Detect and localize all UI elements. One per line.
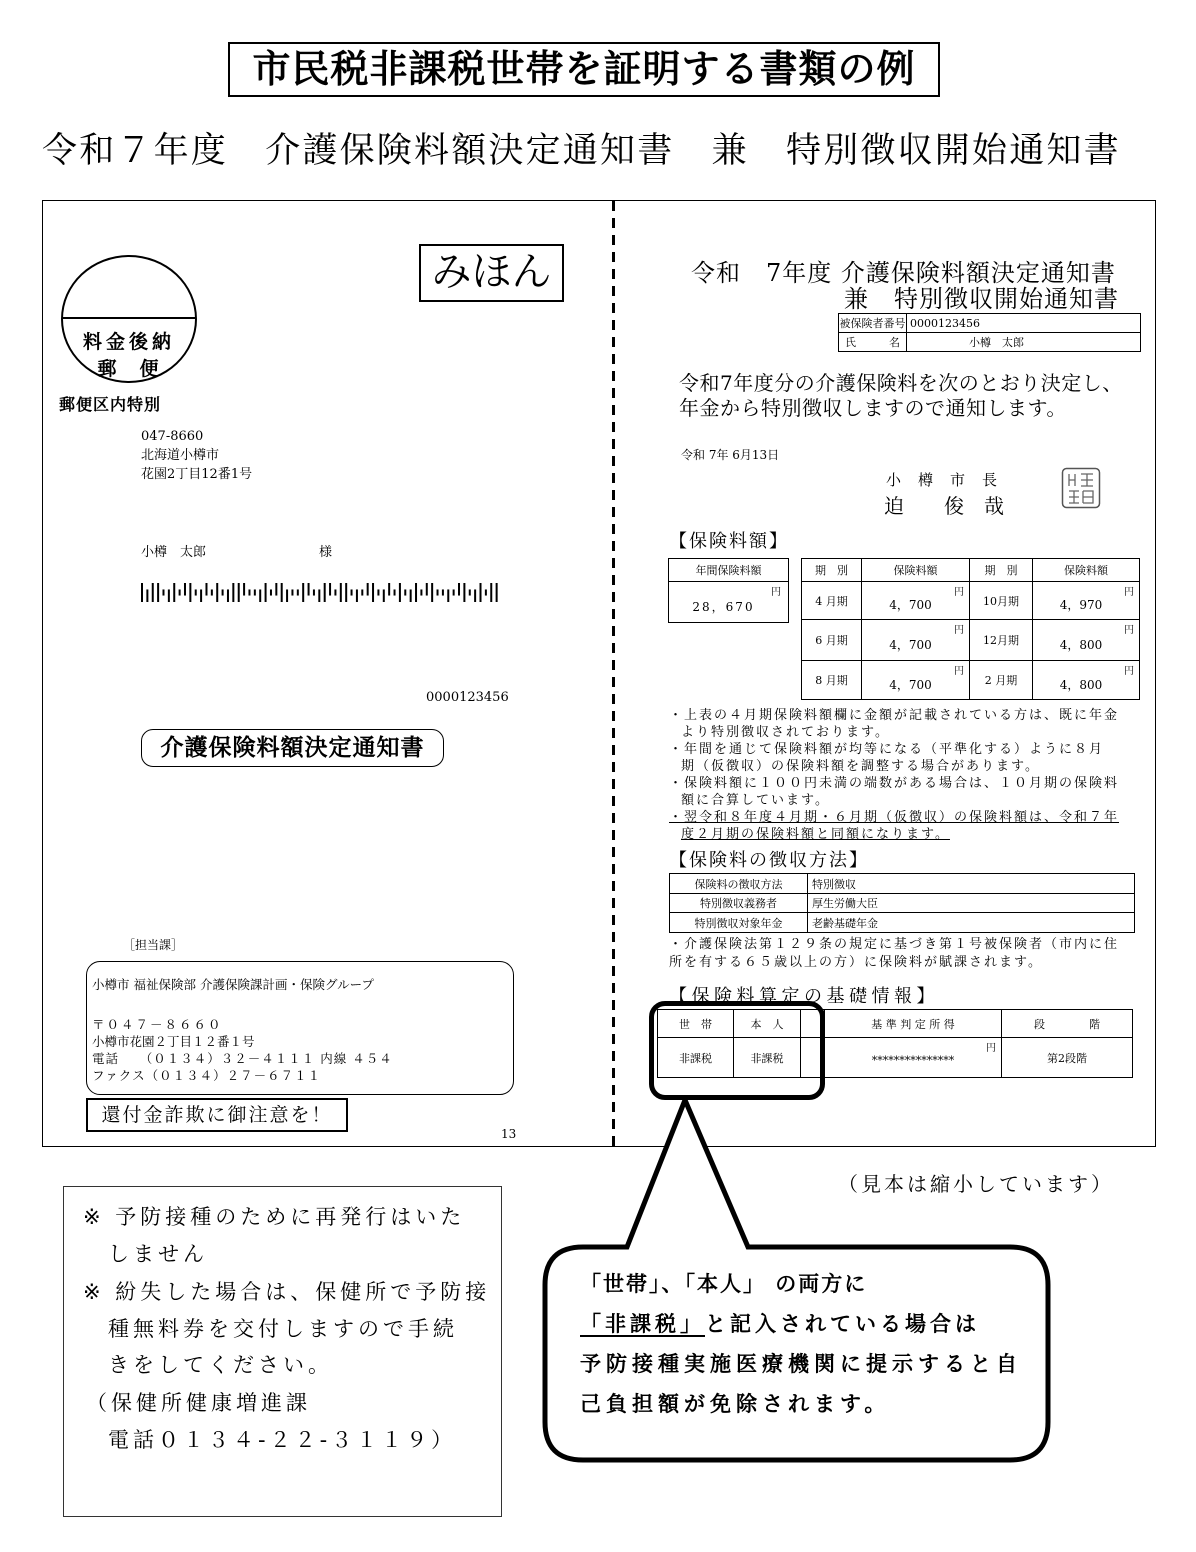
note-line: より特別徴収されております。 <box>681 725 890 740</box>
callout-line4: 己負担額が免除されます。 <box>580 1392 891 1416</box>
collection-method-table <box>669 873 1135 933</box>
premium-amount-cell <box>862 620 970 661</box>
contact-box <box>86 961 514 1095</box>
callout-emphasis: 「非課税」 <box>580 1312 705 1336</box>
barcode-bar <box>184 583 186 596</box>
barcode-bar <box>173 583 175 602</box>
fold-line <box>612 201 615 1146</box>
barcode-bar <box>404 589 406 595</box>
sample-document <box>42 200 1156 1147</box>
insured-table <box>838 313 1141 352</box>
note-line: 期（仮徴収）の保険料額を調整する場合があります。 <box>681 759 1040 774</box>
method-label: 特別徴収義務者 <box>670 894 808 913</box>
note-line: ・上表の４月期保険料額欄に金額が記載されている方は、既に年金 <box>669 708 1120 723</box>
barcode-bar <box>222 589 224 595</box>
yen-unit: 円 <box>954 666 964 677</box>
scale-note: （見本は縮小しています） <box>838 1172 1114 1196</box>
notice-intro <box>679 371 1123 421</box>
yen-unit: 円 <box>954 625 964 636</box>
intro-line: 年金から特別徴収しますので通知します。 <box>679 396 1067 420</box>
barcode-bar <box>415 583 417 602</box>
note-line-underlined <box>669 826 1139 843</box>
barcode-bar <box>372 583 374 602</box>
barcode-bar <box>248 589 250 595</box>
method-label: 特別徴収対象年金 <box>670 913 808 933</box>
contact-phone: 電話 （０１３４）３２－４１１１ 内線 ４５４ <box>92 1051 393 1066</box>
barcode-bar <box>200 589 202 602</box>
yen-unit: 円 <box>1124 666 1134 677</box>
premium-heading: 【保険料額】 <box>669 531 789 552</box>
postal-class: 郵便区内特別 <box>59 395 162 414</box>
postage-mark-bottom: 郵 便 <box>97 358 161 380</box>
premium-amount-cell <box>1033 582 1140 620</box>
contact-address: 小樽市花園２丁目１２番１号 <box>92 1034 255 1049</box>
postage-mark-top: 料金後納 <box>82 331 175 353</box>
barcode-bar <box>211 589 213 595</box>
postage-mark <box>61 255 197 383</box>
notice-line: きをしてください。 <box>108 1353 333 1377</box>
barcode-bar <box>216 583 218 602</box>
barcode-bar <box>340 583 342 602</box>
barcode-bar <box>275 583 277 596</box>
basis-heading: 【保険料算定の基礎情報】 <box>669 986 939 1007</box>
barcode-bar <box>361 589 363 595</box>
barcode-bar <box>308 583 310 596</box>
note-line: 所を有する６５歳以上の方）に保険料が賦課されます。 <box>669 955 1043 970</box>
premium-amount: 4，800 <box>1059 637 1103 652</box>
barcode-bar <box>453 589 455 595</box>
note-line: 額に合算しています。 <box>681 793 830 808</box>
amount-header: 保険料額 <box>1033 559 1140 582</box>
issuer-name: 迫 俊 哉 <box>884 494 1004 518</box>
barcode-bar <box>168 589 170 602</box>
barcode-bar <box>334 589 336 595</box>
barcode-bar <box>351 589 353 595</box>
premium-amount: 4，700 <box>889 677 932 692</box>
note-line-underlined <box>669 809 1139 826</box>
barcode-bar <box>485 589 487 595</box>
barcode-bar <box>324 583 326 602</box>
premium-amount-cell <box>1033 661 1140 700</box>
barcode-bar <box>189 583 191 602</box>
barcode-bar <box>259 589 261 602</box>
barcode-bar <box>420 589 422 595</box>
customer-barcode <box>141 583 501 602</box>
note-line: ・年間を通じて保険料額が均等になる（平準化する）ように８月 <box>669 742 1105 757</box>
premium-amount-cell <box>862 582 970 620</box>
barcode-bar <box>157 583 159 602</box>
premium-amount-cell <box>862 661 970 700</box>
notice-title-line1: 令和 7年度 介護保険料額決定通知書 <box>691 259 1116 287</box>
barcode-bar <box>469 589 471 595</box>
barcode-bar <box>426 583 428 596</box>
barcode-bar <box>152 583 154 602</box>
barcode-bar <box>141 583 143 602</box>
premium-amount: 4，700 <box>889 637 932 652</box>
barcode-bar <box>227 589 229 602</box>
notice-line: ※ 紛失した場合は、保健所で予防接 <box>83 1280 491 1304</box>
barcode-bar <box>442 589 444 595</box>
mayor-seal <box>1061 467 1101 509</box>
callout-line2 <box>580 1308 980 1338</box>
yen-unit: 円 <box>1124 587 1134 598</box>
insured-name-label: 氏 名 <box>839 333 907 352</box>
envelope-insured-number: 0000123456 <box>426 690 509 705</box>
contact-fax: ファクス（０１３４）２７－６７１１ <box>92 1068 322 1083</box>
premium-amount: 4，800 <box>1059 677 1103 692</box>
barcode-bar <box>367 583 369 596</box>
barcode-bar <box>388 583 390 596</box>
barcode-bar <box>394 589 396 595</box>
page-number: 13 <box>501 1127 517 1141</box>
barcode-bar <box>270 589 272 595</box>
notice-line: 電話０１３４-２２-３１１９） <box>108 1428 457 1452</box>
note-text: 度２月期の保険料額と同額になります。 <box>681 827 950 842</box>
reissue-notice-box <box>63 1186 502 1517</box>
barcode-bar <box>496 583 498 602</box>
period-label: 12月期 <box>970 620 1033 661</box>
page-subtitle: 令和７年度 介護保険料額決定通知書 兼 特別徴収開始通知書 <box>42 131 1121 171</box>
premium-notes <box>669 707 1139 843</box>
barcode-bar <box>265 583 267 602</box>
notice-line: ※ 予防接種のために再発行はいた <box>83 1205 466 1229</box>
barcode-bar <box>474 589 476 602</box>
address-line: 北海道小樽市 <box>141 448 220 463</box>
barcode-bar <box>431 583 433 602</box>
callout-line2-rest: と記入されている場合は <box>705 1312 980 1336</box>
intro-line: 令和7年度分の介護保険料を次のとおり決定し、 <box>679 371 1123 395</box>
barcode-bar <box>313 589 315 595</box>
barcode-bar <box>281 583 283 602</box>
address-line: 花園2丁目12番1号 <box>141 467 253 482</box>
page-title: 市民税非課税世帯を証明する書類の例 <box>228 42 940 97</box>
notice-line: 種無料券を交付しますので手続 <box>108 1317 458 1341</box>
callout-line3: 予防接種実施医療機関に提示すると自 <box>580 1352 1022 1376</box>
barcode-bar <box>205 583 207 596</box>
contact-heading: ［担当課］ <box>123 938 184 952</box>
period-label: 8 月期 <box>802 661 862 700</box>
period-header: 期 別 <box>970 559 1033 582</box>
barcode-bar <box>238 583 240 602</box>
note-line: ・介護保険法第１２９条の規定に基づき第１号被保険者（市内に住 <box>669 937 1120 952</box>
household-tax-status: 非課税 <box>658 1038 734 1078</box>
yen-unit: 円 <box>771 587 783 598</box>
annual-premium-table <box>668 558 789 623</box>
annual-premium-label: 年間保険料額 <box>669 559 789 582</box>
barcode-bar <box>377 589 379 595</box>
barcode-bar <box>458 583 460 596</box>
barcode-bar <box>447 589 449 602</box>
period-label: 10月期 <box>970 582 1033 620</box>
premium-amount-cell <box>1033 620 1140 661</box>
barcode-bar <box>383 589 385 602</box>
income-cell <box>825 1038 1002 1078</box>
issuer-title: 小 樽 市 長 <box>886 471 999 489</box>
barcode-bar <box>399 583 401 602</box>
callout-line1: 「世帯」、「本人」 の両方に <box>580 1272 868 1296</box>
yen-unit: 円 <box>954 587 964 598</box>
household-header: 世 帯 <box>658 1010 734 1038</box>
barcode-bar <box>162 589 164 595</box>
annual-premium-cell <box>669 582 789 623</box>
stage-header: 段 階 <box>1002 1010 1133 1038</box>
fraud-warning: 還付金詐欺に御注意を！ <box>86 1098 348 1132</box>
yen-unit: 円 <box>1124 625 1134 636</box>
insured-name: 小樽 太郎 <box>907 333 1141 352</box>
method-heading: 【保険料の徴収方法】 <box>669 850 869 871</box>
barcode-bar <box>480 583 482 602</box>
barcode-bar <box>243 583 245 596</box>
document-label: 介護保険料額決定通知書 <box>141 729 444 767</box>
premium-amount: 4，700 <box>889 598 932 612</box>
period-label: 4 月期 <box>802 582 862 620</box>
barcode-bar <box>291 589 293 595</box>
yen-unit: 円 <box>986 1043 996 1054</box>
method-value: 老齢基礎年金 <box>808 913 1135 933</box>
barcode-bar <box>490 583 492 602</box>
barcode-bar <box>179 589 181 595</box>
barcode-bar <box>286 589 288 602</box>
premium-period-table <box>801 558 1140 700</box>
barcode-bar <box>254 589 256 595</box>
barcode-bar <box>329 583 331 596</box>
method-note <box>669 936 1119 972</box>
period-header: 期 別 <box>802 559 862 582</box>
barcode-bar <box>356 589 358 602</box>
sample-stamp: みほん <box>419 244 564 302</box>
method-label: 保険料の徴収方法 <box>670 874 808 894</box>
annual-premium-amount: 28，670 <box>692 599 755 614</box>
contact-department: 小樽市 福祉保険部 介護保険課計画・保険グループ <box>92 977 374 992</box>
amount-header: 保険料額 <box>862 559 970 582</box>
contact-postal: 〒０４７－８６６０ <box>92 1017 223 1032</box>
note-text: ・翌令和８年度４月期・６月期（仮徴収）の保険料額は、令和７年 <box>669 810 1120 825</box>
notice-title-line2: 兼 特別徴収開始通知書 <box>844 285 1119 313</box>
method-value: 特別徴収 <box>808 874 1135 894</box>
barcode-bar <box>410 589 412 602</box>
barcode-bar <box>302 583 304 602</box>
barcode-bar <box>318 589 320 602</box>
barcode-bar <box>463 583 465 602</box>
method-value: 厚生労働大臣 <box>808 894 1135 913</box>
barcode-bar <box>437 589 439 595</box>
barcode-bar <box>195 589 197 595</box>
address-postal-code: 047-8660 <box>141 429 204 444</box>
notice-line: しません <box>108 1242 208 1266</box>
recipient-honorific: 様 <box>319 545 333 560</box>
period-label: 2 月期 <box>970 661 1033 700</box>
notice-date: 令和 7年 6月13日 <box>681 448 780 462</box>
recipient-name: 小樽 太郎 <box>141 545 207 560</box>
postage-mark-divider <box>63 317 195 319</box>
barcode-bar <box>297 589 299 595</box>
barcode-bar <box>232 583 234 602</box>
recipient-address <box>141 427 252 484</box>
barcode-bar <box>345 583 347 602</box>
insured-number: 0000123456 <box>907 314 1141 333</box>
notice-line: （保健所健康増進課 <box>86 1391 311 1415</box>
barcode-bar <box>146 589 148 602</box>
income-value: *************** <box>871 1054 955 1067</box>
note-line: ・保険料額に１００円未満の端数がある場合は、１０月期の保険料 <box>669 776 1120 791</box>
highlight-frame <box>649 1001 825 1100</box>
income-header: 基 準 判 定 所 得 <box>825 1010 1002 1038</box>
premium-stage: 第2段階 <box>1002 1038 1133 1078</box>
premium-amount: 4，970 <box>1059 598 1103 612</box>
insured-number-label: 被保険者番号 <box>839 314 907 333</box>
period-label: 6 月期 <box>802 620 862 661</box>
self-header: 本 人 <box>734 1010 801 1038</box>
self-tax-status: 非課税 <box>734 1038 801 1078</box>
